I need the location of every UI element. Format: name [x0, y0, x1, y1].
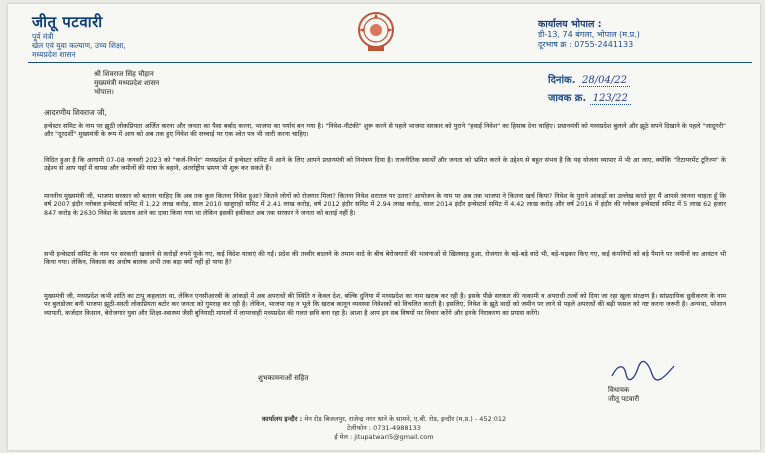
date-value: 28/04/22	[579, 75, 630, 87]
body-paragraph-4: सभी इन्वेस्टर्स समिट के नाम पर सरकारी खजाने से करोड़ों रुपये फूंके गए, कई विदेश यात्राएं की गईं। प्रदेश की तस्वीर बदलने के तमाम वादे के बीच बेरोजगारों की भावनाओं से खिलवाड़ हुआ, रोजगार के बड़े-बड़े वादे भी, बड़े-चढ़कर किए गए, कई कंपनियों को बड़े पैमाने पर जमीनों का आवंटन भी किया गया। लेकिन, विकास का अधोष बालक अभी तक बड़ा क्यों नहीं हो पाया है?	[44, 250, 726, 267]
addressee-line1: श्री शिवराज सिंह चौहान	[94, 70, 154, 78]
ref-label: जावक क्र.	[548, 93, 587, 104]
letterhead-left	[32, 12, 126, 59]
sender-name: जीतू पटवारी	[32, 13, 103, 31]
sender-designation: पूर्व मंत्री	[32, 32, 54, 41]
addressee-block	[94, 70, 159, 97]
handwritten-signature	[608, 360, 678, 382]
footer-address-row	[8, 415, 760, 424]
ref-row	[548, 90, 631, 108]
closing-text: शुभकामनाओं सहित	[258, 374, 309, 382]
addressee-line3: भोपाल।	[94, 88, 114, 96]
emblem-icon	[356, 10, 396, 52]
letterhead-right	[538, 20, 640, 50]
letter-footer	[8, 415, 760, 442]
body-paragraph-1: इन्वेस्टर समिट के नाम पर झूठी लोकप्रियता अर्जित करना और जनता का पैसा बर्बाद करना, भाजपा का पर्याय बन गया है। "निवेश-नौटंकी" शुरू करने से पहले भाजपा सरकार को पुराने "हवाई निवेश" का हिसाब देना चाहिए। प्रधानमंत्री को मध्यप्रदेश बुलाने और झूठे सपने दिखाने के पहले "जादूगरी" और "दूरदर्शी" मुख्यमंत्री के रूप में आप को अब तक हुए निवेश की सच्चाई पर एक श्वेत पत्र भी जारी करना चाहिए।	[44, 122, 726, 139]
office-title: कार्यालय भोपाल :	[538, 19, 602, 30]
sender-portfolio-line1: खेल एवं युवा कल्याण, उच्च शिक्षा,	[32, 41, 126, 50]
body-paragraph-2: विदित हुआ है कि आगामी 07-08 जनवरी 2023 को "कर्ज-निर्भर" मध्यप्रदेश में इन्वेस्टर समिट में आने के लिए आपने प्रधानमंत्री को निमंत्रण दिया है। राजनीतिक स्वार्थों और जनता को भ्रमित करने के उद्देश्य से बहुत संभव है कि यह योजना व्यापार में भी आ जाए, क्योंकि "रिटायरमेंट टूरिज्म" के उद्देश्य से आप यहाँ में वापस और जमीनों की यात्रा के बहाने, अंतर्राष्ट्रीय भ्रमण भी शुरू कर सकते हैं।	[44, 156, 726, 173]
addressee-line2: मुख्यमंत्री मध्यप्रदेश शासन	[94, 79, 160, 87]
letter-page	[8, 4, 760, 450]
body-paragraph-5: मुख्यमंत्री जी, मध्यप्रदेश कभी शांति का टापू कहलाता था, लेकिन एनसीआरबी के आंकड़ों में अब अपराधों की स्थिति न केवल देश, बल्कि दुनिया में मध्यप्रदेश का नाम खराब कर रही है। इसके पीछे सरकार की नाकामी व अपराधी तत्वों को दिया जा रहा खुला संरक्षण है। सांप्रदायिक ध्रुवीकरण के नाम पर बुलडोजर बनी भाजपा झूठी-सस्ती लोकप्रियता बटोर कर जनता को गुमराह कर रही है। लेकिन, भाजपा यह न भूले कि खराब कानून व्यवस्था निवेशकों को विचलित करती है। इसलिए, निवेश के झूठे वादों को जमीन पर लाने से पहले अपराधों की बढ़ी फसल को नष्ट करना जरूरी है। अन्यथा, परेशान व्यापारी, कर्जदार किसान, बेरोजगार युवा और शिक्षा-स्वास्थ्य जैसी बुनियादी मामलों में लापरवाही मध्यप्रदेश की गलत छवि बना रहा है। आशा है आप इन सब विषयों पर विचार करेंगे और इनके निराकरण का प्रयास करेंगे।	[44, 292, 726, 317]
office-address: डी-13, 74 बंगला, भोपाल (म.प्र.)	[538, 30, 640, 39]
salutation: आदरणीय शिवराज जी,	[44, 108, 107, 117]
signatory-title: विधायक	[608, 386, 630, 394]
body-paragraph-3: माननीय मुख्यमंत्री जी, भाजपा सरकार को बताना चाहिए कि अब तक कुल कितना निवेश हुआ? कितने लोगों को रोजगार मिला? कितना निवेश धरातल पर उतरा? आयोजन के नाम पर अब तक भाजपा ने कितना खर्च किया? निवेश के पुराने आंकड़ों का उल्लेख करते हुए मैं आपसे जानना चाहता हूँ कि वर्ष 2007 इंदौर ग्लोबल इन्वेस्टर्स समिट में 1.22 लाख करोड़, साल 2010 खजुराहो समिट में 2.41 लाख करोड़, वर्ष 2012 इंदौर समिट में 2.94 लाख करोड़, साल 2014 इंदौर इन्वेस्टर्स समिट में 4.42 लाख करोड़ और वर्ष 2016 में इंदौर की ग्लोबल इन्वेस्टर्स समिट में 5 लाख 62 हजार 847 करोड़ के 2630 निवेश के प्रस्ताव आने का दावा किया गया था लेकिन इसकी हकीकत अब तक सरकार ने जनता को बताई नहीं है।	[44, 192, 726, 217]
date-row	[548, 72, 631, 90]
footer-address: मेन रोड बिजलपुर, राजेन्द्र नगर थाने के सामने, ए.बी. रोड, इन्दौर (म.प्र.) - 452 012	[304, 415, 507, 423]
date-ref-block	[548, 72, 631, 108]
footer-email: ई मेल : jitupatwari5@gmail.com	[334, 433, 434, 441]
sender-portfolio-line2: मध्यप्रदेश शासन	[32, 50, 76, 59]
footer-phone: टेलीफोन : 0731-4988133	[347, 424, 421, 432]
header-divider	[28, 62, 752, 63]
ref-value: 123/22	[590, 93, 631, 105]
date-label: दिनांक.	[548, 75, 576, 86]
footer-office-label: कार्यालय इन्दौर :	[261, 415, 303, 423]
signature-block	[608, 386, 639, 404]
office-phone: दूरभाष क्र : 0755-2441133	[538, 40, 634, 49]
signatory-name: जीतू पटवारी	[608, 395, 640, 403]
